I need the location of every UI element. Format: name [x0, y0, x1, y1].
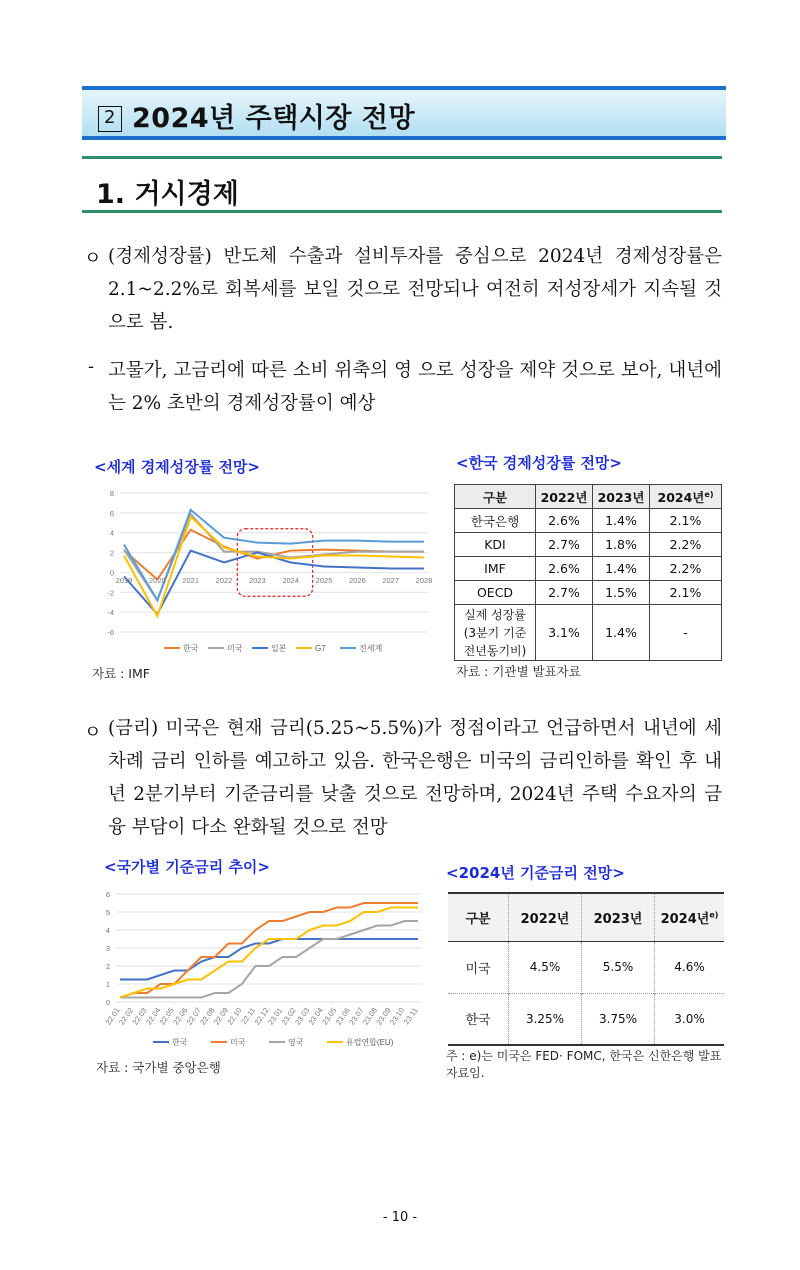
legend-label: 전세계: [359, 644, 383, 653]
table2-caption: <2024년 기준금리 전망>: [446, 864, 625, 882]
legend-label: 한국: [183, 644, 199, 653]
bottom-rule: [82, 210, 722, 213]
bullet-marker: ㅇ: [84, 248, 102, 269]
x-tick-label: 23.06: [333, 1005, 352, 1027]
x-tick-label: 23.11: [401, 1005, 420, 1027]
th-category: 구분: [448, 893, 509, 941]
table-row: KDI 2.7% 1.8% 2.2%: [455, 533, 722, 557]
x-tick-label: 2022: [215, 576, 233, 585]
legend-label: 미국: [230, 1038, 246, 1047]
x-tick-label: 2019: [115, 576, 133, 585]
y-tick-label: 5: [105, 908, 110, 917]
y-tick-label: -2: [107, 588, 114, 598]
page-number: - 10 -: [382, 1210, 418, 1225]
y-tick-label: 1: [105, 980, 110, 989]
world-growth-chart: [86, 480, 442, 660]
x-tick-label: 2026: [348, 576, 366, 585]
y-tick-label: -4: [107, 608, 114, 618]
table-row: 한국 3.25% 3.75% 3.0%: [448, 993, 724, 1045]
rate-forecast-table: [448, 892, 724, 1046]
th-2024: 2024년$^{e)}$: [650, 485, 722, 509]
x-tick-label: 2021: [182, 576, 200, 585]
x-tick-label: 22.12: [252, 1005, 271, 1027]
x-tick-label: 22.10: [225, 1005, 244, 1027]
x-tick-label: 22.01: [103, 1005, 122, 1027]
y-tick-label: 6: [109, 508, 114, 518]
y-tick-label: -6: [107, 628, 114, 637]
bullet-marker: ㅇ: [84, 722, 102, 743]
x-tick-label: 23.09: [374, 1005, 393, 1027]
chart1-source: 자료 : IMF: [92, 666, 150, 681]
table-row-actual: 실제 성장률 (3분기 기준 전년동기비) 3.1% 1.4% -: [455, 605, 722, 661]
y-tick-label: 0: [105, 998, 110, 1007]
x-tick-label: 23.03: [293, 1005, 312, 1027]
th-2022: 2022년: [536, 485, 593, 509]
top-rule: [82, 156, 722, 159]
x-tick-label: 22.07: [184, 1005, 203, 1027]
series-line: [120, 939, 418, 980]
y-tick-label: 0: [109, 568, 114, 578]
legend-label: 미국: [227, 644, 243, 653]
chart1-caption: <세계 경제성장률 전망>: [94, 458, 260, 476]
legend-label: 유럽연합(EU): [346, 1038, 394, 1047]
legend-label: 영국: [288, 1038, 304, 1047]
legend-label: 일본: [271, 644, 287, 653]
y-tick-label: 4: [109, 528, 114, 538]
legend-label: G7: [315, 644, 326, 653]
x-tick-label: 23.08: [360, 1005, 380, 1027]
x-tick-label: 2023: [248, 576, 266, 585]
table-row: 미국 4.5% 5.5% 4.6%: [448, 941, 724, 993]
x-tick-label: 23.07: [347, 1005, 366, 1027]
series-line: [120, 903, 418, 998]
x-tick-label: 22.09: [211, 1005, 231, 1027]
y-tick-label: 3: [105, 944, 110, 953]
section-title-text: 2024년 주택시장 전망: [132, 103, 416, 134]
x-tick-label: 22.11: [239, 1005, 258, 1027]
y-tick-label: 8: [109, 489, 114, 498]
paragraph-interest: (금리) 미국은 현재 금리(5.25~5.5%)가 정점이라고 언급하면서 내년에 세 차례 금리 인하를 예고하고 있음. 한국은행은 미국의 금리인하를 확인 후 내년 2분기부터 기준금리를 낮출 것으로 전망하며, 2024년 주택 수요자의 금융 부담이 다소 완화될 것으로 전망: [108, 718, 722, 838]
th-2024: 2024년$^{e)}$: [660, 910, 719, 927]
x-tick-label: 22.04: [144, 1005, 163, 1027]
paragraph-consumption: 고물가, 고금리에 따른 소비 위축의 영 으로 성장을 제약 것으로 보아, 내년에는 2% 초반의 경제성장률이 예상: [108, 360, 722, 414]
y-tick-label: 2: [109, 548, 114, 558]
th-2023: 2023년: [593, 485, 650, 509]
table1-source: 자료 : 기관별 발표자료: [456, 664, 581, 679]
x-tick-label: 22.06: [171, 1005, 190, 1027]
x-tick-label: 2028: [415, 576, 433, 585]
highlight-box: [237, 529, 312, 597]
x-tick-label: 2020: [148, 576, 166, 585]
y-tick-label: 6: [105, 890, 110, 899]
legend-label: 한국: [172, 1038, 188, 1047]
th-2022: 2022년: [509, 893, 582, 941]
base-rate-chart: [86, 882, 430, 1050]
korea-growth-table: [454, 484, 722, 661]
chart2-source: 자료 : 국가별 중앙은행: [96, 1060, 221, 1075]
table-row: OECD 2.7% 1.5% 2.1%: [455, 581, 722, 605]
x-tick-label: 23.10: [387, 1005, 407, 1027]
dash-marker: -: [88, 356, 95, 377]
x-tick-label: 22.02: [117, 1005, 136, 1027]
x-tick-label: 23.02: [279, 1005, 298, 1027]
x-tick-label: 22.08: [198, 1005, 217, 1027]
x-tick-label: 22.03: [130, 1005, 149, 1027]
x-tick-label: 2025: [315, 576, 333, 585]
x-tick-label: 22.05: [157, 1005, 176, 1027]
x-tick-label: 23.01: [266, 1005, 285, 1027]
paragraph-growth: (경제성장률) 반도체 수출과 설비투자를 중심으로 2024년 경제성장률은 2.1~2.2%로 회복세를 보일 것으로 전망되나 여전히 저성장세가 지속될 것으로 봄.: [108, 246, 722, 333]
y-tick-label: 2: [105, 962, 110, 971]
section-number: 2: [98, 106, 122, 132]
table2-note: 주 : e)는 미국은 FED· FOMC, 한국은 신한은행 발표자료임.: [446, 1049, 722, 1080]
table-row: 한국은행 2.6% 1.4% 2.1%: [455, 509, 722, 533]
subsection-title: 1. 거시경제: [96, 179, 239, 210]
section-title: [98, 96, 415, 135]
x-tick-label: 23.04: [306, 1005, 325, 1027]
th-category: 구분: [455, 485, 536, 509]
x-tick-label: 2027: [382, 576, 400, 585]
x-tick-label: 23.05: [320, 1005, 339, 1027]
table1-caption: <한국 경제성장률 전망>: [456, 454, 622, 472]
chart2-caption: <국가별 기준금리 추이>: [104, 858, 270, 876]
series-line: [120, 921, 418, 998]
th-2023: 2023년: [582, 893, 655, 941]
table-row: IMF 2.6% 1.4% 2.2%: [455, 557, 722, 581]
x-tick-label: 2024: [282, 576, 300, 585]
y-tick-label: 4: [105, 926, 110, 935]
